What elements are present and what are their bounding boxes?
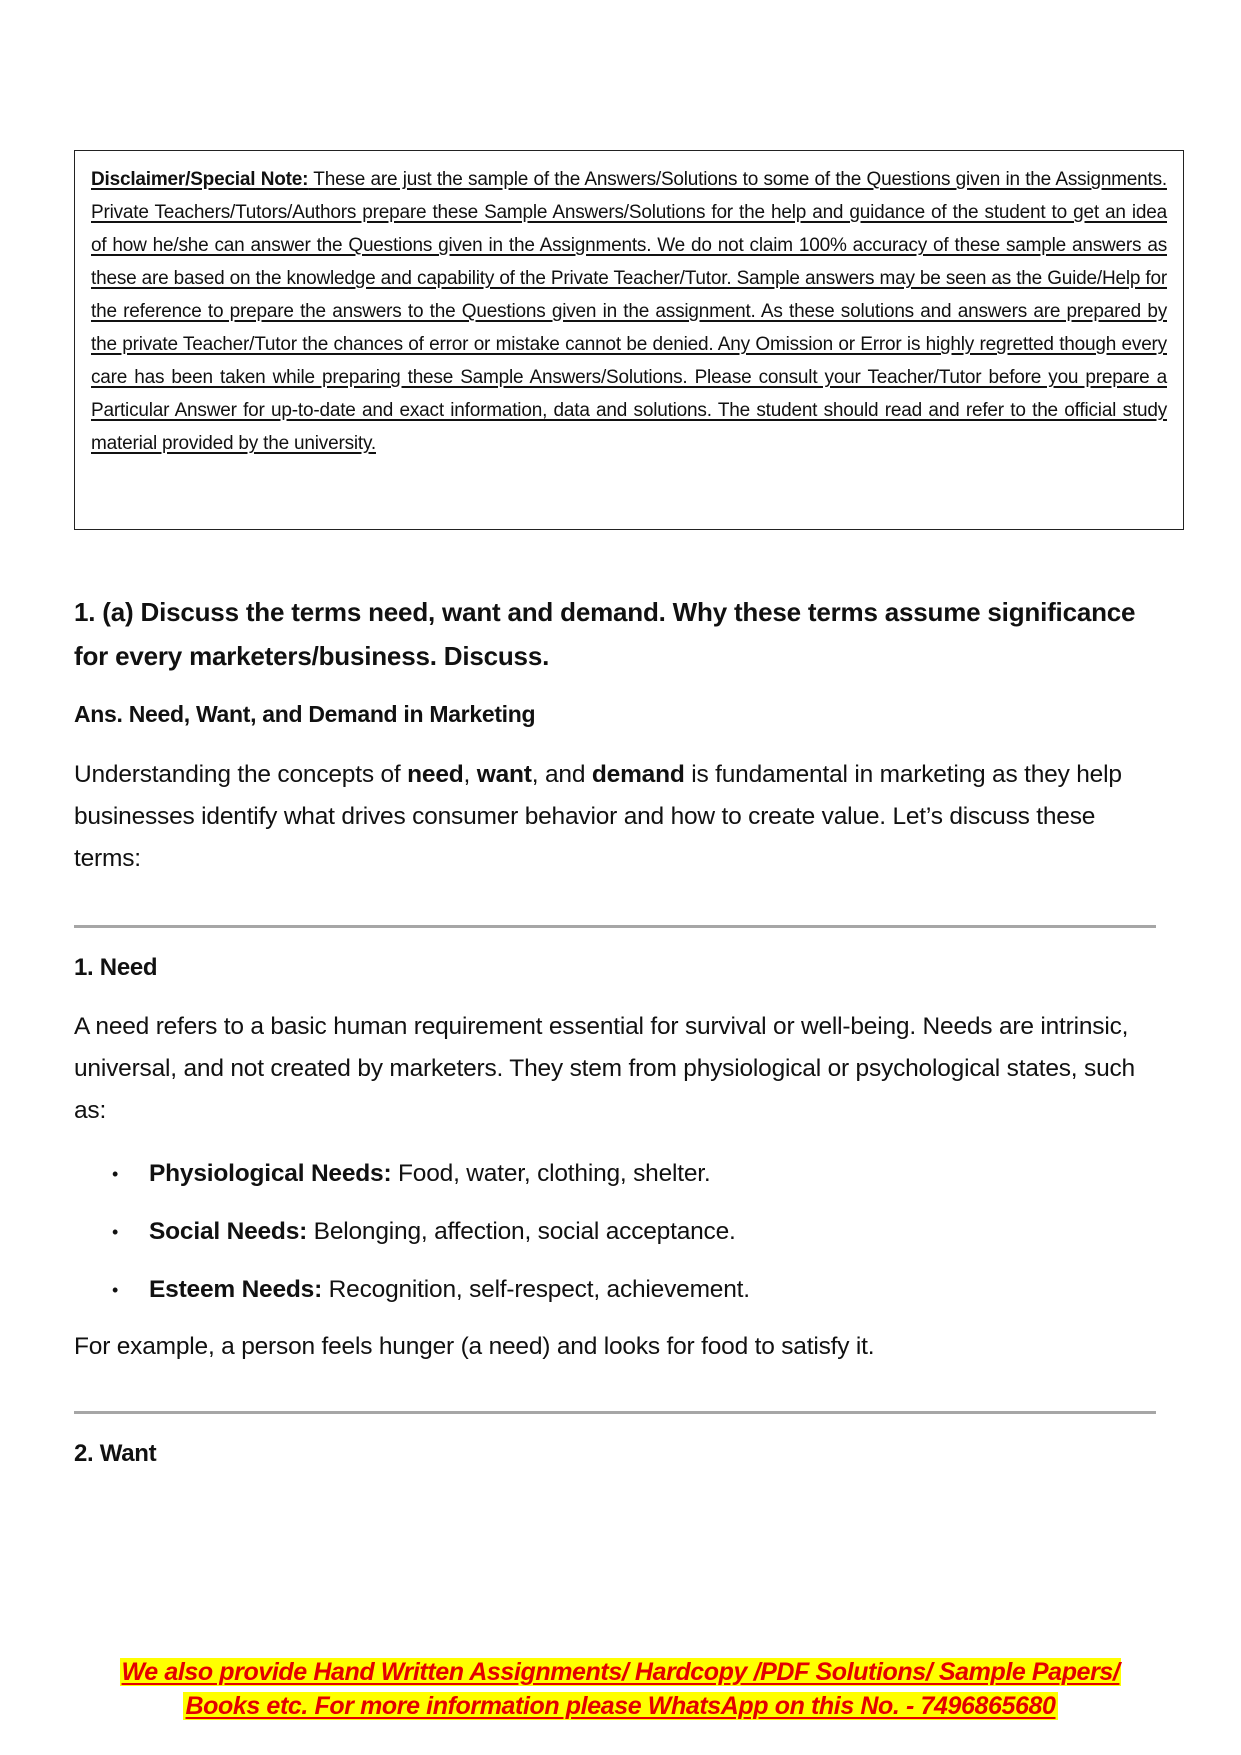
intro-text: , and [531, 761, 592, 788]
promo-footer [0, 1655, 1241, 1723]
bullet-text: Belonging, affection, social acceptance. [307, 1218, 736, 1245]
bullet-label: Physiological Needs: [149, 1160, 392, 1187]
intro-text: , [463, 761, 477, 788]
bullet-label: Esteem Needs: [149, 1276, 323, 1303]
answer-title: Ans. Need, Want, and Demand in Marketing [74, 701, 536, 727]
section-title-need: 1. Need [74, 954, 158, 981]
list-item [74, 1211, 1164, 1269]
section-title-want: 2. Want [74, 1440, 157, 1467]
disclaimer-text: These are just the sample of the Answers/Solutions to some of the Questions given in the Assignments. Private Teachers/Tutors/Authors prepare these Sample Answers/Solutions for the help and guidance of the student to get an idea of how he/she can answer the Questions given in the Assignments. We do not claim 100% accuracy of these sample answers as these are based on the knowledge and capability of the Private Teacher/Tutor. Sample answers may be seen as the Guide/Help for the reference to prepare the answers to the Questions given in the assignment. As these solutions and answers are prepared by the private Teacher/Tutor the chances of error or mistake cannot be denied. Any Omission or Error is highly regretted though every care has been taken while preparing these Sample Answers/Solutions. Please consult your Teacher/Tutor before you prepare a Particular Answer for up-to-date and exact information, data and solutions. The student should read and refer to the official study material provided by the university. [91, 169, 1167, 454]
horizontal-divider [74, 925, 1156, 928]
need-example: For example, a person feels hunger (a need) and looks for food to satisfy it. [74, 1333, 875, 1360]
bullet-icon: • [112, 1164, 119, 1184]
intro-term-need: need [407, 761, 464, 788]
disclaimer-label: Disclaimer/Special Note: [91, 169, 309, 190]
promo-line-2: Books etc. For more information please WhatsApp on this No. - 7496865680 [185, 1692, 1056, 1720]
intro-term-demand: demand [591, 761, 685, 788]
bullet-text: Food, water, clothing, shelter. [391, 1160, 711, 1187]
answer-intro [74, 754, 1164, 880]
bullet-text: Recognition, self-respect, achievement. [322, 1276, 750, 1303]
question-title: 1. (a) Discuss the terms need, want and demand. Why these terms assume significance for every marketers/business. Discuss. [74, 597, 1136, 671]
need-bullet-list [74, 1153, 1164, 1327]
horizontal-divider [74, 1411, 1156, 1414]
disclaimer-box [74, 150, 1184, 530]
intro-text: Understanding the concepts of [74, 761, 408, 788]
need-paragraph: A need refers to a basic human requirement essential for survival or well-being. Needs are intrinsic, universal, and not created by marketers. They stem from physiological or psychological states, such as: [74, 1013, 1135, 1124]
bullet-icon: • [112, 1222, 119, 1242]
bullet-label: Social Needs: [149, 1218, 308, 1245]
intro-text: is fundamental in marketing as they help businesses identify what drives consumer behavior and how to create value. Let’s discuss these terms: [74, 761, 1122, 872]
intro-term-want: want [476, 761, 532, 788]
list-item [74, 1153, 1164, 1211]
promo-line-1: We also provide Hand Written Assignments/ Hardcopy /PDF Solutions/ Sample Papers/ [121, 1658, 1120, 1686]
bullet-icon: • [112, 1280, 119, 1300]
list-item [74, 1269, 1164, 1327]
